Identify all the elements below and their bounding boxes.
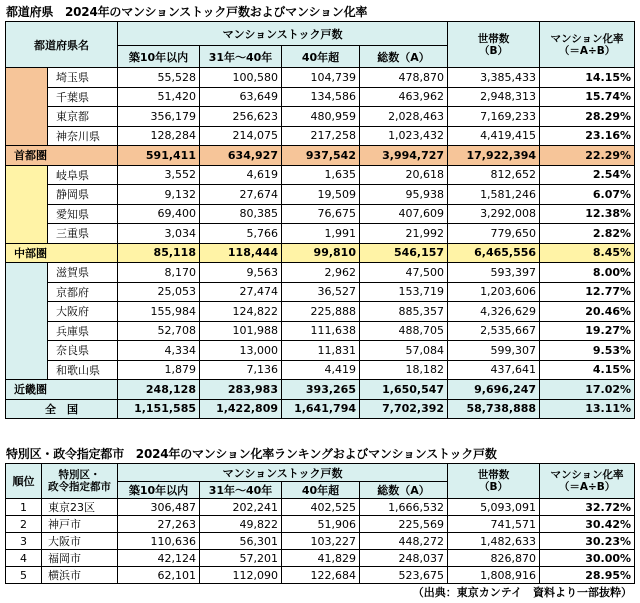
prefecture-name: 京都府 xyxy=(48,282,118,302)
header-row xyxy=(6,464,635,482)
value-cell: 111,638 xyxy=(282,321,360,341)
value-cell: 6,465,556 xyxy=(448,243,540,263)
value-cell: 393,265 xyxy=(282,380,360,400)
region-summary-row xyxy=(6,146,635,166)
value-cell: 1,023,432 xyxy=(360,126,448,146)
value-cell: 27,674 xyxy=(200,185,282,205)
value-cell: 2,028,463 xyxy=(360,107,448,127)
table-row xyxy=(6,533,635,550)
value-cell: 248,037 xyxy=(360,550,448,567)
prefecture-name: 岐阜県 xyxy=(48,165,118,185)
value-cell: 1,203,606 xyxy=(448,282,540,302)
rate-cell: 8.00% xyxy=(540,263,635,283)
rate-cell: 2.54% xyxy=(540,165,635,185)
value-cell: 128,284 xyxy=(118,126,200,146)
value-cell: 55,528 xyxy=(118,68,200,88)
value-cell: 42,124 xyxy=(118,550,200,567)
table-row xyxy=(6,204,635,224)
rate-cell: 23.16% xyxy=(540,126,635,146)
region-summary-row xyxy=(6,243,635,263)
value-cell: 1,641,794 xyxy=(282,399,360,419)
prefecture-name: 大阪府 xyxy=(48,302,118,322)
value-cell: 9,132 xyxy=(118,185,200,205)
table-row xyxy=(6,360,635,380)
table-row xyxy=(6,516,635,533)
city-ranking-table xyxy=(5,463,635,584)
value-cell: 1,650,547 xyxy=(360,380,448,400)
value-cell: 1,666,532 xyxy=(360,499,448,516)
value-cell: 225,888 xyxy=(282,302,360,322)
value-cell: 57,201 xyxy=(200,550,282,567)
table-row xyxy=(6,185,635,205)
table-row xyxy=(6,282,635,302)
region-summary-row xyxy=(6,380,635,400)
region-name: 首都圏 xyxy=(6,146,118,166)
value-cell: 4,334 xyxy=(118,341,200,361)
value-cell: 11,831 xyxy=(282,341,360,361)
value-cell: 17,922,394 xyxy=(448,146,540,166)
value-cell: 599,307 xyxy=(448,341,540,361)
table-row xyxy=(6,68,635,88)
rate-cell: 2.82% xyxy=(540,224,635,244)
value-cell: 134,586 xyxy=(282,87,360,107)
value-cell: 58,738,888 xyxy=(448,399,540,419)
prefecture-name: 和歌山県 xyxy=(48,360,118,380)
value-cell: 100,580 xyxy=(200,68,282,88)
value-cell: 5,093,091 xyxy=(448,499,540,516)
stock-subheader: 31年〜40年 xyxy=(200,46,282,68)
table-row xyxy=(6,321,635,341)
value-cell: 4,619 xyxy=(200,165,282,185)
table-row xyxy=(6,87,635,107)
city-name: 大阪市 xyxy=(42,533,118,550)
value-cell: 779,650 xyxy=(448,224,540,244)
households-header-label: 世帯数 xyxy=(477,32,510,45)
value-cell: 99,810 xyxy=(282,243,360,263)
region-name: 中部圏 xyxy=(6,243,118,263)
value-cell: 47,500 xyxy=(360,263,448,283)
value-cell: 104,739 xyxy=(282,68,360,88)
region-band xyxy=(6,263,48,380)
value-cell: 95,938 xyxy=(360,185,448,205)
value-cell: 356,179 xyxy=(118,107,200,127)
city-name: 東京23区 xyxy=(42,499,118,516)
value-cell: 407,609 xyxy=(360,204,448,224)
value-cell: 118,444 xyxy=(200,243,282,263)
value-cell: 225,569 xyxy=(360,516,448,533)
rate-cell: 15.74% xyxy=(540,87,635,107)
value-cell: 124,822 xyxy=(200,302,282,322)
value-cell: 2,535,667 xyxy=(448,321,540,341)
prefecture-name: 静岡県 xyxy=(48,185,118,205)
rate-cell: 30.00% xyxy=(540,550,635,567)
value-cell: 7,169,233 xyxy=(448,107,540,127)
value-cell: 19,509 xyxy=(282,185,360,205)
city-name: 横浜市 xyxy=(42,567,118,584)
rate-cell: 4.15% xyxy=(540,360,635,380)
value-cell: 3,034 xyxy=(118,224,200,244)
rank-cell: 2 xyxy=(6,516,42,533)
rate-cell: 32.72% xyxy=(540,499,635,516)
value-cell: 3,994,727 xyxy=(360,146,448,166)
value-cell: 3,552 xyxy=(118,165,200,185)
source-note: （出典：東京カンテイ 資料より一部抜粋） xyxy=(412,586,632,599)
stock-subheader: 総数（A） xyxy=(360,46,448,68)
value-cell: 25,053 xyxy=(118,282,200,302)
value-cell: 546,157 xyxy=(360,243,448,263)
value-cell: 101,988 xyxy=(200,321,282,341)
value-cell: 153,719 xyxy=(360,282,448,302)
value-cell: 9,563 xyxy=(200,263,282,283)
prefecture-name: 滋賀県 xyxy=(48,263,118,283)
value-cell: 283,983 xyxy=(200,380,282,400)
value-cell: 217,258 xyxy=(282,126,360,146)
rate-cell: 6.07% xyxy=(540,185,635,205)
prefecture-name: 埼玉県 xyxy=(48,68,118,88)
value-cell: 9,696,247 xyxy=(448,380,540,400)
stock-subheader: 築10年以内 xyxy=(118,46,200,68)
table-row xyxy=(6,263,635,283)
table-row xyxy=(6,550,635,567)
rate-cell: 14.15% xyxy=(540,68,635,88)
value-cell: 812,652 xyxy=(448,165,540,185)
value-cell: 2,948,313 xyxy=(448,87,540,107)
value-cell: 49,822 xyxy=(200,516,282,533)
prefecture-name: 愛知県 xyxy=(48,204,118,224)
value-cell: 826,870 xyxy=(448,550,540,567)
value-cell: 122,684 xyxy=(282,567,360,584)
city-header-line1: 特別区・ xyxy=(58,469,101,481)
value-cell: 634,927 xyxy=(200,146,282,166)
value-cell: 1,991 xyxy=(282,224,360,244)
rate-cell: 22.29% xyxy=(540,146,635,166)
households-header-sub: （B） xyxy=(479,481,509,493)
value-cell: 1,151,585 xyxy=(118,399,200,419)
table-row xyxy=(6,165,635,185)
value-cell: 463,962 xyxy=(360,87,448,107)
households-header xyxy=(448,464,540,499)
value-cell: 437,641 xyxy=(448,360,540,380)
value-cell: 7,702,392 xyxy=(360,399,448,419)
value-cell: 3,292,008 xyxy=(448,204,540,224)
rank-header: 順位 xyxy=(6,464,42,499)
value-cell: 57,084 xyxy=(360,341,448,361)
rate-cell: 9.53% xyxy=(540,341,635,361)
value-cell: 4,326,629 xyxy=(448,302,540,322)
rate-cell: 17.02% xyxy=(540,380,635,400)
table-row xyxy=(6,224,635,244)
region-band xyxy=(6,165,48,243)
header-row xyxy=(6,22,635,46)
rate-cell: 19.27% xyxy=(540,321,635,341)
value-cell: 306,487 xyxy=(118,499,200,516)
rate-header xyxy=(540,464,635,499)
rank-cell: 3 xyxy=(6,533,42,550)
prefecture-name: 兵庫県 xyxy=(48,321,118,341)
value-cell: 1,422,809 xyxy=(200,399,282,419)
table1-title: 都道府県 2024年のマンションストック戸数およびマンション化率 xyxy=(6,5,368,19)
value-cell: 56,301 xyxy=(200,533,282,550)
value-cell: 51,906 xyxy=(282,516,360,533)
value-cell: 155,984 xyxy=(118,302,200,322)
value-cell: 52,708 xyxy=(118,321,200,341)
table-row xyxy=(6,567,635,584)
city-name: 福岡市 xyxy=(42,550,118,567)
table-row xyxy=(6,107,635,127)
prefecture-name: 奈良県 xyxy=(48,341,118,361)
value-cell: 937,542 xyxy=(282,146,360,166)
value-cell: 21,992 xyxy=(360,224,448,244)
rate-header-label: マンション化率 xyxy=(550,32,624,45)
prefecture-name: 東京都 xyxy=(48,107,118,127)
table-row xyxy=(6,499,635,516)
value-cell: 478,870 xyxy=(360,68,448,88)
prefecture-name: 千葉県 xyxy=(48,87,118,107)
table2-title: 特別区・政令指定都市 2024年のマンション化率ランキングおよびマンションストック戸数 xyxy=(6,447,497,461)
prefecture-table xyxy=(5,21,635,419)
rate-cell: 12.38% xyxy=(540,204,635,224)
rank-cell: 4 xyxy=(6,550,42,567)
table-row xyxy=(6,341,635,361)
value-cell: 1,581,246 xyxy=(448,185,540,205)
value-cell: 480,959 xyxy=(282,107,360,127)
value-cell: 2,962 xyxy=(282,263,360,283)
rate-header xyxy=(540,22,635,68)
table-row xyxy=(6,302,635,322)
households-header xyxy=(448,22,540,68)
stock-header: マンションストック戸数 xyxy=(118,464,448,482)
value-cell: 202,241 xyxy=(200,499,282,516)
prefecture-name: 神奈川県 xyxy=(48,126,118,146)
prefecture-name: 三重県 xyxy=(48,224,118,244)
value-cell: 13,000 xyxy=(200,341,282,361)
households-header-label: 世帯数 xyxy=(477,469,510,481)
rate-header-sub: （＝A÷B） xyxy=(558,481,616,493)
value-cell: 103,227 xyxy=(282,533,360,550)
value-cell: 51,420 xyxy=(118,87,200,107)
national-name: 全 国 xyxy=(6,399,118,419)
value-cell: 7,136 xyxy=(200,360,282,380)
rate-cell: 12.77% xyxy=(540,282,635,302)
rate-cell: 30.42% xyxy=(540,516,635,533)
value-cell: 591,411 xyxy=(118,146,200,166)
value-cell: 110,636 xyxy=(118,533,200,550)
value-cell: 36,527 xyxy=(282,282,360,302)
value-cell: 63,649 xyxy=(200,87,282,107)
value-cell: 593,397 xyxy=(448,263,540,283)
rate-cell: 28.29% xyxy=(540,107,635,127)
value-cell: 1,808,916 xyxy=(448,567,540,584)
national-total-row xyxy=(6,399,635,419)
region-name: 近畿圏 xyxy=(6,380,118,400)
rate-header-sub: （＝A÷B） xyxy=(558,44,616,57)
value-cell: 4,419 xyxy=(282,360,360,380)
stock-header: マンションストック戸数 xyxy=(118,22,448,46)
city-name: 神戸市 xyxy=(42,516,118,533)
stock-subheader: 築10年以内 xyxy=(118,482,200,499)
stock-subheader: 31年〜40年 xyxy=(200,482,282,499)
value-cell: 3,385,433 xyxy=(448,68,540,88)
rate-cell: 30.23% xyxy=(540,533,635,550)
rank-cell: 1 xyxy=(6,499,42,516)
rate-cell: 28.95% xyxy=(540,567,635,584)
stock-subheader: 総数（A） xyxy=(360,482,448,499)
value-cell: 1,482,633 xyxy=(448,533,540,550)
value-cell: 5,766 xyxy=(200,224,282,244)
value-cell: 885,357 xyxy=(360,302,448,322)
rate-cell: 20.46% xyxy=(540,302,635,322)
value-cell: 741,571 xyxy=(448,516,540,533)
rank-cell: 5 xyxy=(6,567,42,584)
value-cell: 18,182 xyxy=(360,360,448,380)
value-cell: 62,101 xyxy=(118,567,200,584)
value-cell: 1,635 xyxy=(282,165,360,185)
value-cell: 488,705 xyxy=(360,321,448,341)
rate-cell: 13.11% xyxy=(540,399,635,419)
table-row xyxy=(6,126,635,146)
value-cell: 20,618 xyxy=(360,165,448,185)
households-header-sub: （B） xyxy=(479,44,509,57)
value-cell: 8,170 xyxy=(118,263,200,283)
value-cell: 27,474 xyxy=(200,282,282,302)
region-header: 都道府県名 xyxy=(6,22,118,68)
value-cell: 1,879 xyxy=(118,360,200,380)
stock-subheader: 40年超 xyxy=(282,46,360,68)
city-header xyxy=(42,464,118,499)
value-cell: 256,623 xyxy=(200,107,282,127)
rate-cell: 8.45% xyxy=(540,243,635,263)
value-cell: 69,400 xyxy=(118,204,200,224)
value-cell: 448,272 xyxy=(360,533,448,550)
value-cell: 248,128 xyxy=(118,380,200,400)
value-cell: 80,385 xyxy=(200,204,282,224)
value-cell: 402,525 xyxy=(282,499,360,516)
value-cell: 112,090 xyxy=(200,567,282,584)
stock-subheader: 40年超 xyxy=(282,482,360,499)
city-header-line2: 政令指定都市 xyxy=(48,481,111,493)
value-cell: 4,419,415 xyxy=(448,126,540,146)
value-cell: 523,675 xyxy=(360,567,448,584)
value-cell: 41,829 xyxy=(282,550,360,567)
value-cell: 214,075 xyxy=(200,126,282,146)
value-cell: 85,118 xyxy=(118,243,200,263)
value-cell: 76,675 xyxy=(282,204,360,224)
value-cell: 27,263 xyxy=(118,516,200,533)
region-band xyxy=(6,68,48,146)
rate-header-label: マンション化率 xyxy=(550,469,624,481)
